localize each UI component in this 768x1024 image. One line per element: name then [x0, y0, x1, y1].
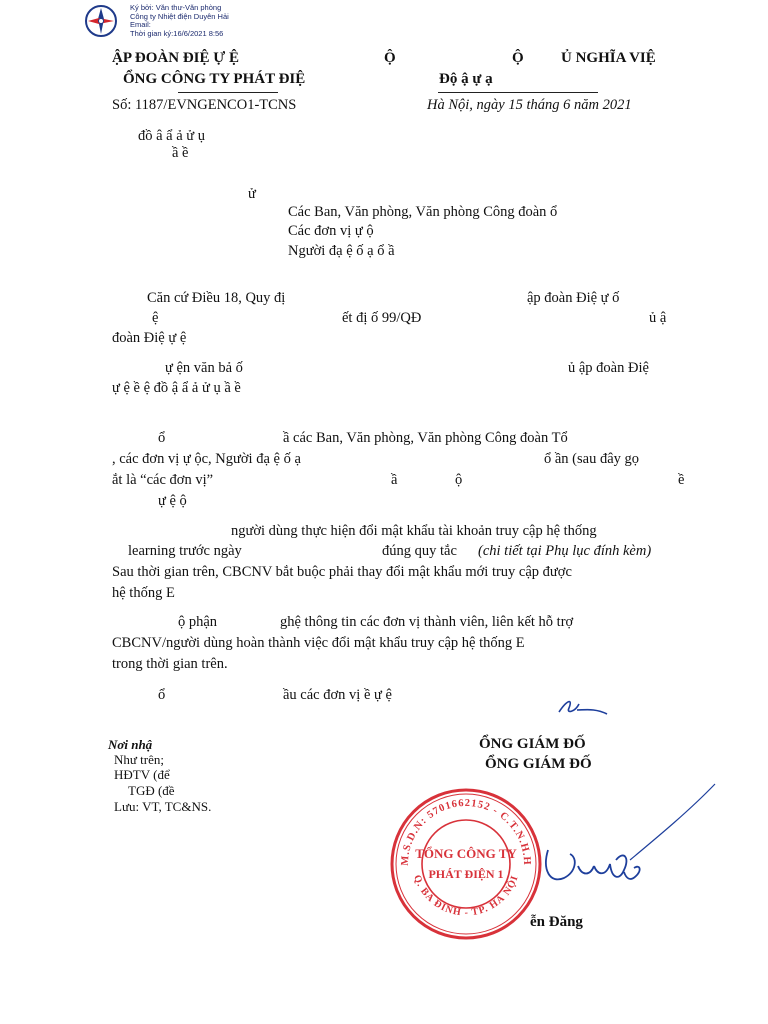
header-right-underline [438, 92, 598, 93]
seal-ring-text: M.S.D.N: 5701662152 - C.T.N.H.H [399, 797, 533, 867]
para3-line3-a: ắt là “các đơn vị” [112, 472, 214, 488]
evn-logo-icon [84, 4, 118, 38]
para1-line2-a: ệ [152, 310, 159, 326]
para4-line1: người dùng thực hiện đổi mật khẩu tài khoản truy cập hệ thống [231, 523, 597, 539]
para5-line1-a: ộ phận [178, 614, 218, 630]
para3-line3-b: ầ [391, 472, 398, 488]
header-nation-part-b: Ộ [512, 50, 524, 66]
subject-line-2: ầ ề [172, 145, 189, 161]
para3-line4: ự ệ ộ [158, 493, 187, 509]
para5-line3: trong thời gian trên. [112, 656, 228, 672]
recipients-footer-item: Như trên; [114, 752, 165, 767]
para5-line1-b: ghệ thông tin các đơn vị thành viên, liên kết hỗ trợ [280, 614, 574, 630]
initial-mark-icon [555, 694, 611, 720]
seal-bottom-text: Q. BA ĐÌNH - TP. HÀ NỘI [411, 873, 521, 919]
document-number: Số: 1187/EVNGENCO1-TCNS [112, 97, 297, 113]
signer-org-text: Công ty Nhiệt điện Duyên Hải [130, 11, 229, 21]
para4-line2-a: learning trước ngày [128, 543, 242, 559]
digital-signature-meta [130, 4, 229, 38]
recipients-footer-item: Lưu: VT, TC&NS. [114, 799, 212, 814]
header-left-underline [178, 92, 278, 93]
seal-inner-line-1: TỔNG CÔNG TY [415, 846, 517, 861]
subject-line-1: đồ â ẩ ả ử ụ [138, 128, 206, 144]
para3-line1-a: ổ [158, 430, 166, 446]
para1-line2-b: ết đị ố 99/QĐ [342, 310, 422, 326]
header-company-name: ỔNG CÔNG TY PHÁT ĐIỆ [123, 71, 306, 87]
para4-line2-b: đúng quy tắc [382, 543, 457, 559]
signer-email-text: Email: [130, 20, 151, 30]
header-group-name: ẬP ĐOÀN ĐIỆ Ự Ệ [112, 50, 239, 66]
signer-title-2: ỔNG GIÁM ĐỐ [485, 756, 592, 772]
recipients-footer-item: TGĐ (đề [128, 783, 175, 798]
header-nation-part-a: Ộ [384, 50, 396, 66]
recipients-footer-title: Nơi nhậ [108, 737, 153, 752]
recipients-footer-item: HĐTV (để [114, 767, 170, 782]
header-nation-part-c: Ủ NGHĨA VIỆ [561, 50, 656, 66]
para1-line1-a: Căn cứ Điều 18, Quy đị [147, 290, 286, 306]
header-motto: Độ ậ ự ạ [439, 71, 493, 87]
para4-line4: hệ thống E [112, 585, 175, 601]
recipient-item: Người đạ ệ ố ạ ổ ầ [288, 243, 395, 259]
para5-line2: CBCNV/người dùng hoàn thành việc đổi mật khẩu truy cập hệ thống E [112, 635, 525, 651]
para3-line2-b: ổ ần (sau đây gọ [544, 451, 640, 467]
para3-line3-c: ộ [455, 472, 463, 488]
recipient-item: Các đơn vị ự ộ [288, 223, 374, 239]
recipient-item: Các Ban, Văn phòng, Văn phòng Công đoàn ổ [288, 204, 558, 220]
recipient-label: ử [248, 186, 256, 202]
para2-line1-a: ự ện văn bả ố [165, 360, 243, 376]
seal-inner-line-2: PHÁT ĐIỆN 1 [428, 867, 504, 881]
company-seal-icon [388, 786, 544, 942]
document-date: Hà Nội, ngày 15 tháng 6 năm 2021 [427, 97, 632, 113]
handwritten-signature-icon [520, 780, 720, 900]
para4-line3: Sau thời gian trên, CBCNV bắt buộc phải thay đổi mật khẩu mới truy cập được [112, 564, 572, 580]
para1-line3: đoàn Điệ ự ệ [112, 330, 187, 346]
signer-text: Ký bởi: Văn thư-Văn phòng [130, 3, 222, 12]
para2-line1-b: ủ ập đoàn Điệ [568, 360, 649, 376]
para6-b: ầu các đơn vị ề ự ệ [283, 687, 392, 703]
para3-line3-d: ề [678, 472, 685, 488]
para2-line2: ự ệ ề ệ đồ ậ ẩ ả ử ụ ầ ề [112, 380, 241, 396]
para4-line2-c: (chi tiết tại Phụ lục đính kèm) [478, 543, 652, 559]
para1-line1-b: ập đoàn Điệ ự ố [527, 290, 620, 306]
para3-line1-b: ầ các Ban, Văn phòng, Văn phòng Công đoàn Tổ [283, 430, 568, 446]
signer-title-1: ỔNG GIÁM ĐỐ [479, 736, 586, 752]
para3-line2-a: , các đơn vị ự ộc, Người đạ ệ ố ạ [112, 451, 301, 467]
signed-time-text: Thời gian ký:16/6/2021 8:56 [130, 28, 224, 38]
signer-name: ễn Đăng [530, 914, 583, 930]
para6-a: ổ [158, 687, 166, 703]
para1-line2-c: ủ ậ [649, 310, 667, 326]
